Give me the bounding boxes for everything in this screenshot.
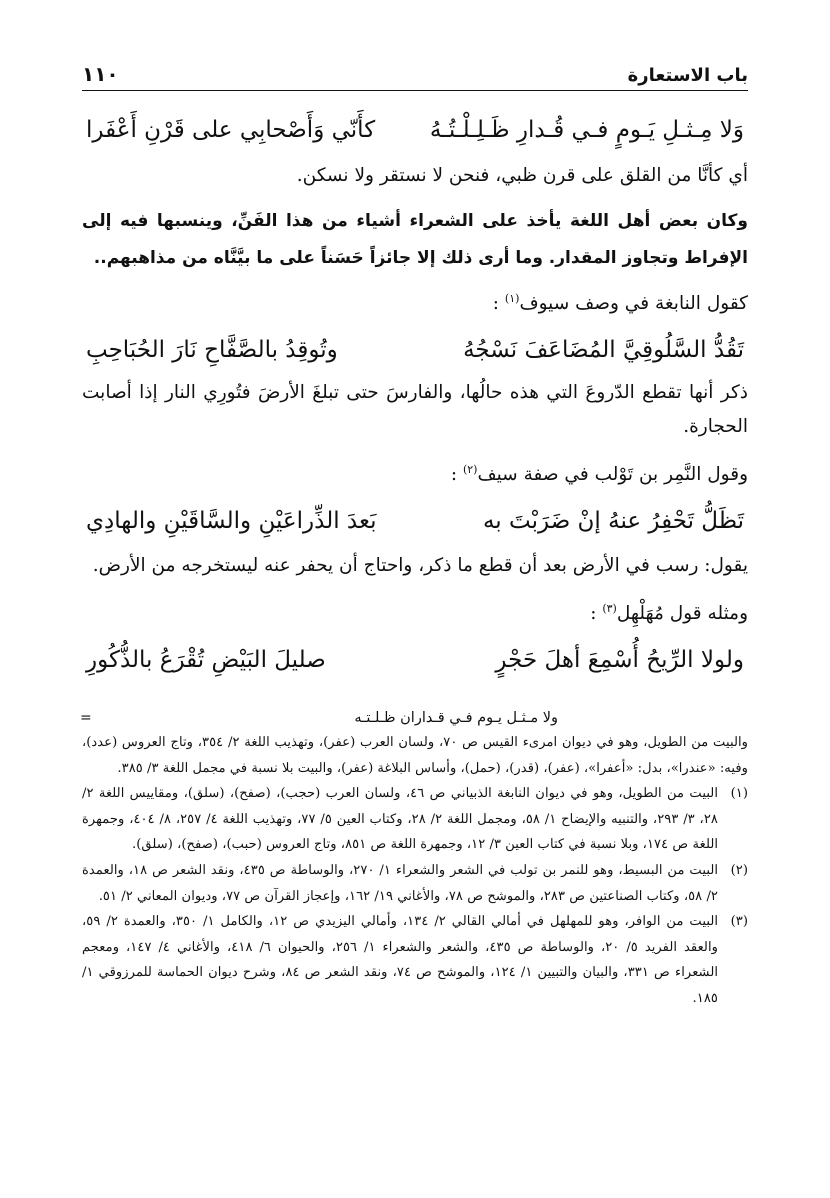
footnote-3-number: (٣) [730,914,748,930]
footnote-2-text: البيت من البسيط، وهو للنمر بن تولب في الشعر والشعراء ١/ ٢٧٠، والوساطة ص ٤٣٥، ونقد الشعر ص ١٨، والعمدة ٢/ ٥٨، وكتاب الصناعتين ص ٢٨٣، والموشح ص ٧٨، والأغاني ١٩/ ١٦٢، وإعجاز القرآن ص ٧٧، وديوان المعاني ٢/ ٥١. [82,862,718,904]
verse-4 [82,634,748,686]
verse-4-first-hemistich: ولولا الرِّيحُ أُسْمِعَ أهلَ حَجْرٍ [495,647,744,674]
footnote-ref-3: (٣) [602,602,617,616]
footnote-continuation-mark: = [80,710,92,726]
verse-3 [82,495,748,547]
intro-verse-2-text: كقول النابغة في وصف سيوف [519,293,748,315]
verse-1-first-hemistich: وَلا مِـثـلِ يَـومٍ فـي قُـدارِ ظَـلِـلْـتُـهُ [429,117,744,143]
footnote-1-number: (١) [730,786,748,802]
intro-verse-2 [82,279,748,324]
footnote-continuation-text: والبيت من الطويل، وهو في ديوان امرىء القيس ص ٧٠، ولسان العرب (عفر)، وتهذيب اللغة ٢/ ٣٥٤، وتاج العروس (عدد)، وفيه: «عندرا»، بدل: «أعفرا»، (عفر)، (قدر)، (حمل)، وأساس البلاغة (عفر)، والبيت بلا نسبة في مجمل اللغة ٣/ ٣٨٥. [82,735,748,776]
footnote-2-number: (٢) [730,862,748,878]
main-text [82,104,748,686]
footnote-1 [82,781,748,858]
intro-verse-4-text: ومثله قول مُهَلْهِل [616,603,748,625]
intro-verse-2-colon: : [492,293,500,315]
paragraph-1: أي كأنَّا من القلق على قرن ظبي، فنحن لا نستقر ولا نسكن. [296,165,748,186]
footnote-cont-verse: ولا مـثـل يـوم فـي قـداران ظـلـتـه [354,710,558,726]
footnote-2 [82,858,748,909]
intro-verse-4-colon: : [590,603,597,625]
page-number: ١١٠ [82,62,119,86]
verse-4-second-hemistich: صليلَ البَيْضِ تُقْرَعُ بالذُّكُورِ [86,647,326,674]
intro-verse-3-colon: : [450,464,458,486]
intro-verse-3 [82,450,748,495]
footnote-ref-1: (١) [504,292,520,305]
footnote-3 [82,909,748,1011]
footnotes [82,706,748,1012]
verse-2-first-hemistich: تَقُدُّ السَّلُوقِيَّ المُضَاعَفَ نَسْجُهُ [463,337,744,364]
verse-3-first-hemistich: تَظَلُّ تَحْفِرُ عنهُ إنْ ضَرَبْتَ به [482,508,744,535]
footnote-1-text: البيت من الطويل، وهو في ديوان النابغة الذبياني ص ٤٦، ولسان العرب (حجب)، (صفح)، (سلق)، ومقاييس اللغة ٢/ ٢٨، ٣/ ٢٩٣، والتنبيه والإيضاح ١/ ٥٨، ومجمل اللغة ٢/ ٢٨، وكتاب العين ٥/ ٧٧، وتهذيب اللغة ٤/ ٢٥٧، ٨/ ٤٠٤، وجمهرة اللغة ص ١٧٤، وبلا نسبة في كتاب العين ٣/ ١٢، وجمهرة اللغة ص ٨٥١، وتاج العروس (حبب)، (صفح)، (سلق). [82,786,718,853]
verse-2-second-hemistich: وتُوقِدُ بالصَّفَّاحِ نَارَ الحُبَاحِبِ [86,337,338,364]
paragraph-3: ذكر أنها تقطع الدّروعَ التي هذه حالُها، والفارسَ حتى تبلغَ الأرضَ فتُورِي النار إذا أصابت الحجارة. [82,382,748,438]
footnote-continuation [82,730,748,781]
running-header [82,56,748,91]
paragraph-2: وكان بعض أهل اللغة يأخذ على الشعراء أشياء من هذا الفَنِّ، وينسبها فيه إلى الإفراط وتجاوز المقدار. وما أرى ذلك إلا جائزاً حَسَناً على ما بيَّنَّاه من مذاهبهم.. [82,211,748,268]
verse-2 [82,324,748,376]
footnote-ref-2: (٢) [462,463,478,477]
verse-3-second-hemistich: بَعدَ الذِّراعَيْنِ والسَّاقَيْنِ والهادِي [86,508,377,535]
intro-verse-4 [82,589,748,634]
paragraph-4: يقول: رسب في الأرض بعد أن قطع ما ذكر، واحتاج أن يحفر عنه ليستخرجه من الأرض. [92,555,748,577]
verse-1 [82,104,748,156]
verse-1-second-hemistich: كأَنّي وَأَصْحابِي على قَرْنِ أَعْفَرا [86,117,376,143]
chapter-title: باب الاستعارة [627,65,748,86]
intro-verse-3-text: وقول النَّمِر بن تَوْلب في صفة سيف [477,464,748,486]
footnote-3-text: البيت من الوافر، وهو للمهلهل في أمالي القالي ٢/ ١٣٤، وأمالي اليزيدي ص ١٢، والكامل ١/ ٣٥٠، والعمدة ٢/ ٥٩، والعقد الفريد ٥/ ٢٠، والوساطة ص ٤٣٥، والشعر والشعراء ١/ ٢٥٦، والحيوان ٦/ ٤١٨، والأغاني ٤/ ١٤٧، ومعجم الشعراء ص ٣٣١، والبيان والتبيين ١/ ١٢٤، والموشح ص ٧٤، ونقد الشعر ص ٨٤، وشرح ديوان الحماسة للمرزوقي ١/ ١٨٥. [82,914,719,1006]
